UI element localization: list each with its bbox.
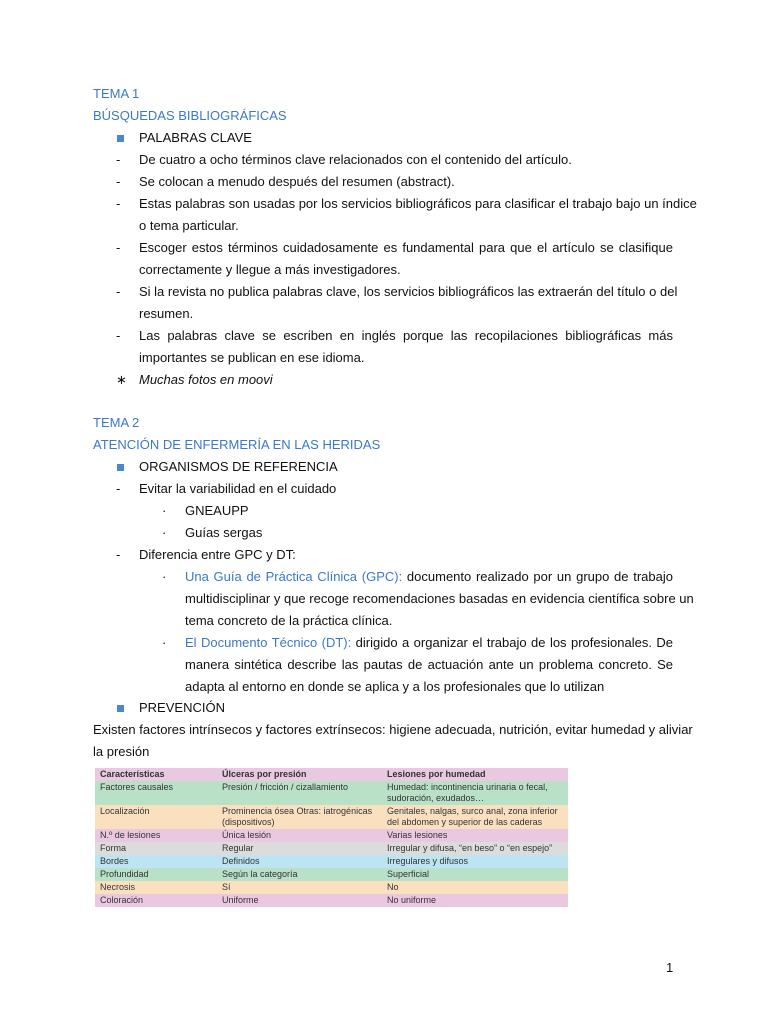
dash-bullet-icon: - <box>116 174 121 189</box>
list-item: - Escoger estos términos cuidadosamente es fundamental para que el artículo se clasifique <box>0 237 768 259</box>
tema1-subtitle: BÚSQUEDAS BIBLIOGRÁFICAS <box>93 108 287 123</box>
dash-bullet-icon: - <box>116 196 121 211</box>
dot-bullet-icon: · <box>162 525 167 540</box>
list-item-continuation: importantes se publican en ese idioma. <box>139 350 365 365</box>
list-item: - Se colocan a menudo después del resumen (abstract). <box>0 171 768 193</box>
sub-list-item-continuation: tema concreto de la práctica clínica. <box>185 613 393 628</box>
dash-bullet-icon: - <box>116 240 121 255</box>
list-item: - Diferencia entre GPC y DT: <box>0 544 768 566</box>
table-row <box>95 805 568 829</box>
dash-bullet-icon: - <box>116 481 121 496</box>
square-bullet-icon <box>117 135 124 142</box>
table-row <box>95 781 568 805</box>
table-cell: Coloración <box>100 895 144 905</box>
table-cell: N.º de lesiones <box>100 830 161 840</box>
page-number: 1 <box>666 960 674 975</box>
dash-bullet-icon: - <box>116 152 121 167</box>
list-item: - Estas palabras son usadas por los servicios bibliográficos para clasificar el trabajo bajo un índice <box>0 193 768 215</box>
note-item: ∗ Muchas fotos en moovi <box>0 369 768 391</box>
tema1-title: TEMA 1 <box>93 86 140 101</box>
paragraph-continuation: la presión <box>93 744 150 759</box>
table-cell: Forma <box>100 843 127 853</box>
table-cell: Prominencia ósea Otras: iatrogénicas (dispositivos) <box>222 806 373 827</box>
section-palabras-clave: PALABRAS CLAVE <box>0 127 768 149</box>
dot-bullet-icon: · <box>162 569 167 584</box>
table-row <box>95 868 568 881</box>
table-cell: Única lesión <box>222 830 272 840</box>
table-cell: Humedad: incontinencia urinaria o fecal, sudoración, exudados… <box>387 782 548 803</box>
table-cell: Profundidad <box>100 869 149 879</box>
sub-list-item-continuation: manera sintética describe las pautas de actuación ante un problema concreto. Se <box>185 657 673 672</box>
gpc-label: Una Guía de Práctica Clínica (GPC): <box>185 569 403 584</box>
table-cell: Localización <box>100 806 150 816</box>
table-cell: Genitales, nalgas, surco anal, zona inferior del abdomen y superior de las caderas <box>387 806 558 827</box>
sub-list-item-continuation: adapta al entorno en donde se aplica y a los profesionales que lo utilizan <box>185 679 605 694</box>
dash-bullet-icon: - <box>116 328 121 343</box>
table-cell: Presión / fricción / cizallamiento <box>222 782 349 792</box>
list-item: - De cuatro a ocho términos clave relacionados con el contenido del artículo. <box>0 149 768 171</box>
dot-bullet-icon: · <box>162 635 167 650</box>
dot-bullet-icon: · <box>162 503 167 518</box>
table-cell: Factores causales <box>100 782 174 792</box>
table-cell: Irregular y difusa, “en beso” o “en espejo” <box>387 843 553 853</box>
paragraph: Existen factores intrínsecos y factores extrínsecos: higiene adecuada, nutrición, evitar humedad y aliviar <box>93 722 693 737</box>
table-cell: Regular <box>222 843 254 853</box>
table-row <box>95 894 568 907</box>
square-bullet-icon <box>117 705 124 712</box>
sub-list-item-continuation: multidisciplinar y que recoge recomendaciones basadas en evidencia científica sobre un <box>185 591 694 606</box>
dt-label: El Documento Técnico (DT): <box>185 635 352 650</box>
table-header: Lesiones por humedad <box>387 769 486 779</box>
table-header: Úlceras por presión <box>222 769 307 779</box>
table-cell: Irregulares y difusos <box>387 856 469 866</box>
table-cell: Según la categoría <box>222 869 298 879</box>
table-cell: Superficial <box>387 869 430 879</box>
sub-list-item: · Guías sergas <box>0 522 768 544</box>
table-cell: No uniforme <box>387 895 437 905</box>
tema2-title: TEMA 2 <box>93 415 140 430</box>
dash-bullet-icon: - <box>116 284 121 299</box>
table-row <box>95 842 568 855</box>
asterisk-bullet-icon: ∗ <box>116 372 127 387</box>
sub-list-item-dt: · El Documento Técnico (DT): dirigido a organizar el trabajo de los profesionales. De <box>0 632 768 654</box>
tema2-subtitle: ATENCIÓN DE ENFERMERÍA EN LAS HERIDAS <box>93 437 381 452</box>
sub-list-item: · GNEAUPP <box>0 500 768 522</box>
table-row <box>95 829 568 842</box>
table-header-row <box>95 768 568 781</box>
list-item: - Las palabras clave se escriben en inglés porque las recopilaciones bibliográficas más <box>0 325 768 347</box>
list-item-continuation: correctamente y llegue a más investigadores. <box>139 262 401 277</box>
table-row <box>95 855 568 868</box>
table-cell: Definidos <box>222 856 260 866</box>
table-header: Características <box>100 769 165 779</box>
table-cell: Bordes <box>100 856 129 866</box>
dash-bullet-icon: - <box>116 547 121 562</box>
section-prevencion: PREVENCIÓN <box>0 697 768 719</box>
list-item: - Evitar la variabilidad en el cuidado <box>0 478 768 500</box>
sub-list-item-gpc: · Una Guía de Práctica Clínica (GPC): documento realizado por un grupo de trabajo <box>0 566 768 588</box>
square-bullet-icon <box>117 464 124 471</box>
table-cell: No <box>387 882 399 892</box>
table-cell: Sí <box>222 882 231 892</box>
table-cell: Uniforme <box>222 895 259 905</box>
list-item: - Si la revista no publica palabras clave, los servicios bibliográficos las extraerán del título o del <box>0 281 768 303</box>
list-item-continuation: o tema particular. <box>139 218 239 233</box>
table-cell: Varias lesiones <box>387 830 448 840</box>
section-organismos: ORGANISMOS DE REFERENCIA <box>0 456 768 478</box>
table-cell: Necrosis <box>100 882 136 892</box>
table-row <box>95 881 568 894</box>
list-item-continuation: resumen. <box>139 306 194 321</box>
comparison-table <box>95 768 568 907</box>
